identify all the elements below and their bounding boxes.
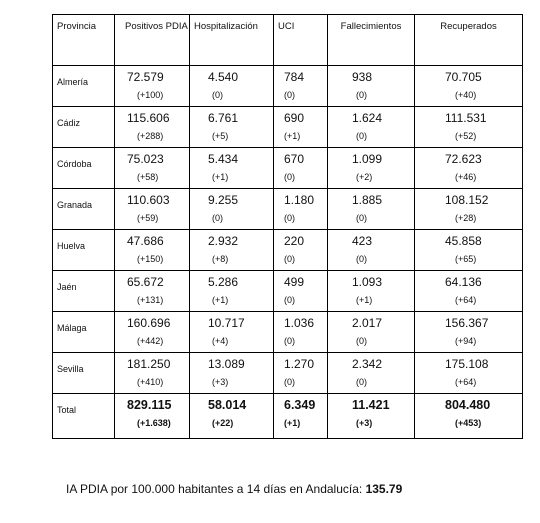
positivos-delta: (+58)	[137, 172, 159, 182]
positivos-value: 829.115	[127, 398, 172, 412]
cell-fall	[328, 66, 415, 107]
fall-value: 1.624	[352, 111, 383, 125]
hosp-value: 13.089	[208, 357, 245, 371]
covid-data-table	[52, 14, 523, 439]
rec-delta: (+40)	[455, 90, 477, 100]
table-row	[53, 230, 523, 271]
rec-delta: (+64)	[455, 377, 477, 387]
uci-delta: (0)	[284, 213, 295, 223]
positivos-delta: (+150)	[137, 254, 164, 264]
hosp-value: 58.014	[208, 398, 247, 412]
fall-value: 2.342	[352, 357, 383, 371]
cell-positivos	[115, 312, 190, 353]
rec-delta: (+46)	[455, 172, 477, 182]
cell-positivos	[115, 107, 190, 148]
cell-positivos	[115, 189, 190, 230]
table-row	[53, 271, 523, 312]
cell-provincia	[53, 148, 115, 189]
header-positivos: Positivos PDIA	[115, 15, 190, 66]
rec-value: 45.858	[445, 234, 482, 248]
header-recuperados: Recuperados	[415, 15, 523, 66]
provincia-label: Total	[57, 405, 77, 415]
rec-delta: (+453)	[455, 418, 482, 428]
cell-hosp	[190, 148, 274, 189]
cell-rec	[415, 66, 523, 107]
hosp-delta: (+4)	[212, 336, 229, 346]
positivos-delta: (+442)	[137, 336, 164, 346]
rec-value: 175.108	[445, 357, 489, 371]
hosp-value: 9.255	[208, 193, 239, 207]
fall-delta: (0)	[356, 131, 367, 141]
cell-positivos	[115, 353, 190, 394]
provincia-label: Málaga	[57, 323, 87, 333]
positivos-value: 115.606	[127, 111, 170, 125]
rec-value: 804.480	[445, 398, 491, 412]
cell-rec	[415, 271, 523, 312]
uci-delta: (+1)	[284, 418, 301, 428]
cell-provincia	[53, 230, 115, 271]
fall-delta: (0)	[356, 90, 367, 100]
cell-hosp	[190, 230, 274, 271]
positivos-delta: (+59)	[137, 213, 159, 223]
positivos-delta: (+410)	[137, 377, 164, 387]
cell-fall	[328, 189, 415, 230]
hosp-value: 10.717	[208, 316, 245, 330]
header-provincia: Provincia	[53, 15, 115, 66]
uci-delta: (0)	[284, 172, 295, 182]
provincia-label: Huelva	[57, 241, 86, 251]
fall-delta: (0)	[356, 377, 367, 387]
cell-uci	[274, 312, 328, 353]
uci-value: 1.180	[284, 193, 315, 207]
cell-rec	[415, 107, 523, 148]
table-row	[53, 312, 523, 353]
cell-positivos	[115, 148, 190, 189]
cell-uci	[274, 394, 328, 439]
hosp-delta: (+1)	[212, 295, 229, 305]
cell-uci	[274, 148, 328, 189]
uci-value: 220	[284, 234, 305, 248]
fall-value: 938	[352, 70, 373, 84]
positivos-delta: (+100)	[137, 90, 164, 100]
positivos-value: 181.250	[127, 357, 171, 371]
cell-provincia	[53, 312, 115, 353]
uci-value: 6.349	[284, 398, 316, 412]
cell-rec	[415, 189, 523, 230]
positivos-delta: (+288)	[137, 131, 164, 141]
rec-value: 72.623	[445, 152, 482, 166]
fall-value: 11.421	[352, 398, 390, 412]
hosp-delta: (+3)	[212, 377, 229, 387]
header-row	[53, 15, 523, 66]
cell-fall	[328, 353, 415, 394]
uci-delta: (0)	[284, 377, 295, 387]
positivos-value: 75.023	[127, 152, 164, 166]
table-row	[53, 107, 523, 148]
cell-uci	[274, 66, 328, 107]
table-row	[53, 66, 523, 107]
hosp-delta: (0)	[212, 213, 223, 223]
uci-delta: (0)	[284, 336, 295, 346]
cell-provincia	[53, 107, 115, 148]
hosp-delta: (+1)	[212, 172, 229, 182]
provincia-label: Córdoba	[57, 159, 92, 169]
cell-fall	[328, 107, 415, 148]
positivos-value: 110.603	[127, 193, 170, 207]
cell-uci	[274, 189, 328, 230]
cell-provincia	[53, 66, 115, 107]
table-row	[53, 353, 523, 394]
rec-value: 108.152	[445, 193, 489, 207]
cell-fall	[328, 148, 415, 189]
cell-hosp	[190, 394, 274, 439]
cell-uci	[274, 230, 328, 271]
rec-value: 111.531	[445, 111, 487, 125]
fall-delta: (0)	[356, 213, 367, 223]
cell-uci	[274, 353, 328, 394]
cell-positivos	[115, 394, 190, 439]
rec-delta: (+64)	[455, 295, 477, 305]
provincia-label: Sevilla	[57, 364, 84, 374]
provincia-label: Jaén	[57, 282, 77, 292]
hosp-value: 5.286	[208, 275, 239, 289]
hosp-value: 5.434	[208, 152, 239, 166]
table-row	[53, 189, 523, 230]
positivos-delta: (+131)	[137, 295, 164, 305]
cell-uci	[274, 271, 328, 312]
hosp-delta: (+8)	[212, 254, 229, 264]
provincia-label: Almería	[57, 77, 89, 87]
rec-delta: (+65)	[455, 254, 477, 264]
footer-note	[66, 482, 402, 496]
cell-provincia	[53, 271, 115, 312]
cell-rec	[415, 394, 523, 439]
cell-rec	[415, 353, 523, 394]
cell-provincia	[53, 353, 115, 394]
fall-value: 1.093	[352, 275, 383, 289]
positivos-value: 47.686	[127, 234, 164, 248]
cell-positivos	[115, 271, 190, 312]
hosp-delta: (+22)	[212, 418, 234, 428]
cell-rec	[415, 230, 523, 271]
positivos-delta: (+1.638)	[137, 418, 171, 428]
uci-value: 690	[284, 111, 305, 125]
cell-fall	[328, 394, 415, 439]
cell-fall	[328, 312, 415, 353]
total-row	[53, 394, 523, 439]
header-fallecimientos: Fallecimientos	[328, 15, 415, 66]
uci-delta: (0)	[284, 90, 295, 100]
fall-value: 2.017	[352, 316, 383, 330]
cell-hosp	[190, 312, 274, 353]
cell-provincia	[53, 394, 115, 439]
uci-delta: (+1)	[284, 131, 301, 141]
hosp-value: 2.932	[208, 234, 239, 248]
footer-text: IA PDIA por 100.000 habitantes a 14 días en Andalucía:	[66, 482, 366, 496]
positivos-value: 65.672	[127, 275, 164, 289]
fall-delta: (+2)	[356, 172, 373, 182]
fall-delta: (0)	[356, 254, 367, 264]
uci-value: 784	[284, 70, 305, 84]
provincia-label: Cádiz	[57, 118, 81, 128]
cell-hosp	[190, 107, 274, 148]
uci-value: 1.036	[284, 316, 315, 330]
fall-delta: (+1)	[356, 295, 373, 305]
provincia-label: Granada	[57, 200, 93, 210]
cell-hosp	[190, 271, 274, 312]
uci-value: 1.270	[284, 357, 315, 371]
rec-delta: (+94)	[455, 336, 477, 346]
rec-value: 64.136	[445, 275, 482, 289]
uci-value: 670	[284, 152, 305, 166]
hosp-value: 6.761	[208, 111, 239, 125]
uci-delta: (0)	[284, 254, 295, 264]
hosp-delta: (+5)	[212, 131, 229, 141]
footer-value: 135.79	[365, 482, 403, 496]
cell-uci	[274, 107, 328, 148]
cell-positivos	[115, 230, 190, 271]
fall-value: 423	[352, 234, 373, 248]
cell-rec	[415, 312, 523, 353]
header-hospitalizacion: Hospitalización	[190, 15, 274, 66]
cell-hosp	[190, 353, 274, 394]
cell-fall	[328, 271, 415, 312]
rec-value: 156.367	[445, 316, 489, 330]
uci-value: 499	[284, 275, 305, 289]
cell-fall	[328, 230, 415, 271]
positivos-value: 160.696	[127, 316, 171, 330]
rec-value: 70.705	[445, 70, 482, 84]
rec-delta: (+28)	[455, 213, 477, 223]
header-uci: UCI	[274, 15, 328, 66]
cell-hosp	[190, 66, 274, 107]
hosp-value: 4.540	[208, 70, 239, 84]
fall-delta: (0)	[356, 336, 367, 346]
table-row	[53, 148, 523, 189]
positivos-value: 72.579	[127, 70, 164, 84]
rec-delta: (+52)	[455, 131, 477, 141]
table-body	[53, 66, 523, 439]
fall-value: 1.099	[352, 152, 383, 166]
cell-hosp	[190, 189, 274, 230]
cell-rec	[415, 148, 523, 189]
hosp-delta: (0)	[212, 90, 223, 100]
fall-delta: (+3)	[356, 418, 373, 428]
cell-provincia	[53, 189, 115, 230]
cell-positivos	[115, 66, 190, 107]
uci-delta: (0)	[284, 295, 295, 305]
fall-value: 1.885	[352, 193, 383, 207]
